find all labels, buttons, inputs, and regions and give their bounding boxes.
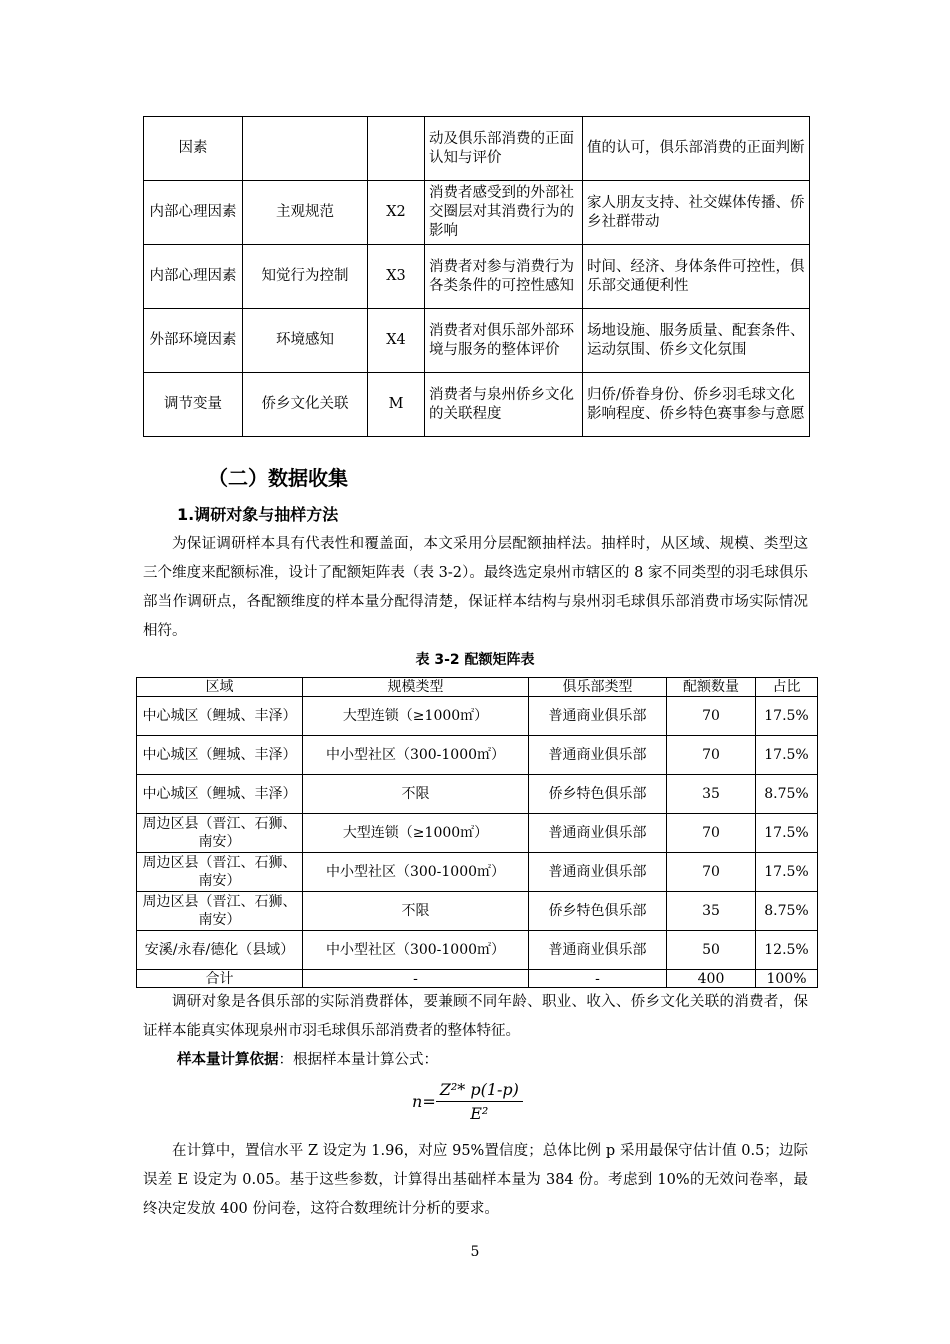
table-total-row bbox=[137, 970, 818, 988]
quota-matrix-table bbox=[136, 677, 818, 988]
formula-denominator: E² bbox=[470, 1104, 489, 1123]
club-type-cell: 侨乡特色俱乐部 bbox=[529, 892, 667, 931]
paragraph-sampling: 为保证调研样本具有代表性和覆盖面，本文采用分层配额抽样法。抽样时，从区域、规模、类型这三个维度来配额标准，设计了配额矩阵表（表 3-2）。最终选定泉州市辖区的 8 家不同类型的羽毛球俱乐部当作调研点，各配额维度的样本量分配得清楚，保证样本结构与泉州羽毛球俱乐部消费市场实际情况相符。 bbox=[143, 536, 808, 639]
region-cell: 周边区县（晋江、石狮、南安） bbox=[137, 892, 303, 931]
scale-cell: 中小型社区（300-1000㎡） bbox=[303, 931, 529, 970]
factor-type-cell: 因素 bbox=[144, 117, 243, 181]
region-cell: 合计 bbox=[137, 970, 303, 988]
page-number: 5 bbox=[470, 1244, 480, 1260]
sample-size-label: 样本量计算依据 bbox=[177, 1052, 279, 1068]
table-row bbox=[137, 814, 818, 853]
quota-cell: 400 bbox=[667, 970, 756, 988]
region-cell: 安溪/永春/德化（县域） bbox=[137, 931, 303, 970]
measure-items-cell: 时间、经济、身体条件可控性，俱乐部交通便利性 bbox=[583, 245, 810, 309]
paragraph-calculation: 在计算中，置信水平 Z 设定为 1.96，对应 95%置信度；总体比例 p 采用最保守估计值 0.5；边际误差 E 设定为 0.05。基于这些参数，计算得出基础样本量为 384 份。考虑到 10%的无效问卷率，最终决定发放 400 份问卷，这符合数理统计分析的要求。 bbox=[143, 1143, 808, 1217]
club-type-cell: 普通商业俱乐部 bbox=[529, 814, 667, 853]
scale-cell: 不限 bbox=[303, 775, 529, 814]
definition-cell: 消费者对参与消费行为各类条件的可控性感知 bbox=[425, 245, 583, 309]
subsection-heading: 1.调研对象与抽样方法 bbox=[177, 505, 339, 524]
club-type-cell: 普通商业俱乐部 bbox=[529, 736, 667, 775]
quota-cell: 70 bbox=[667, 697, 756, 736]
table-row bbox=[144, 181, 810, 245]
ratio-cell: 17.5% bbox=[756, 697, 818, 736]
quota-cell: 35 bbox=[667, 892, 756, 931]
formula-numerator: Z²* p(1-p) bbox=[436, 1080, 523, 1102]
club-type-cell: 侨乡特色俱乐部 bbox=[529, 775, 667, 814]
table-row bbox=[144, 373, 810, 437]
table-caption: 表 3-2 配额矩阵表 bbox=[415, 652, 535, 668]
column-header: 规模类型 bbox=[303, 678, 529, 697]
table-row bbox=[137, 736, 818, 775]
table-row bbox=[137, 775, 818, 814]
ratio-cell: 17.5% bbox=[756, 736, 818, 775]
variable-code-cell bbox=[368, 117, 425, 181]
definition-cell: 动及俱乐部消费的正面认知与评价 bbox=[425, 117, 583, 181]
measure-items-cell: 值的认可，俱乐部消费的正面判断 bbox=[583, 117, 810, 181]
factor-type-cell: 外部环境因素 bbox=[144, 309, 243, 373]
quota-cell: 70 bbox=[667, 853, 756, 892]
scale-cell: 不限 bbox=[303, 892, 529, 931]
variable-code-cell: M bbox=[368, 373, 425, 437]
factor-type-cell: 内部心理因素 bbox=[144, 181, 243, 245]
column-header: 配额数量 bbox=[667, 678, 756, 697]
table-row bbox=[137, 931, 818, 970]
scale-cell: 大型连锁（≥1000㎡） bbox=[303, 814, 529, 853]
variable-name-cell: 侨乡文化关联 bbox=[243, 373, 368, 437]
club-type-cell: - bbox=[529, 970, 667, 988]
sample-size-text: ：根据样本量计算公式： bbox=[278, 1052, 438, 1068]
table-row bbox=[137, 892, 818, 931]
variables-table bbox=[143, 116, 810, 437]
column-header: 俱乐部类型 bbox=[529, 678, 667, 697]
ratio-cell: 8.75% bbox=[756, 775, 818, 814]
variable-name-cell: 环境感知 bbox=[243, 309, 368, 373]
region-cell: 中心城区（鲤城、丰泽） bbox=[137, 697, 303, 736]
formula-lhs: n bbox=[412, 1092, 423, 1111]
quota-cell: 70 bbox=[667, 736, 756, 775]
factor-type-cell: 内部心理因素 bbox=[144, 245, 243, 309]
section-heading: （二）数据收集 bbox=[208, 466, 348, 490]
sample-size-line bbox=[177, 1046, 438, 1075]
table-row bbox=[137, 853, 818, 892]
column-header: 占比 bbox=[756, 678, 818, 697]
definition-cell: 消费者对俱乐部外部环境与服务的整体评价 bbox=[425, 309, 583, 373]
region-cell: 中心城区（鲤城、丰泽） bbox=[137, 775, 303, 814]
quota-cell: 35 bbox=[667, 775, 756, 814]
factor-type-cell: 调节变量 bbox=[144, 373, 243, 437]
quota-cell: 50 bbox=[667, 931, 756, 970]
scale-cell: 中小型社区（300-1000㎡） bbox=[303, 853, 529, 892]
variable-code-cell: X4 bbox=[368, 309, 425, 373]
table-row bbox=[144, 309, 810, 373]
column-header: 区域 bbox=[137, 678, 303, 697]
ratio-cell: 8.75% bbox=[756, 892, 818, 931]
table-row bbox=[144, 117, 810, 181]
ratio-cell: 17.5% bbox=[756, 814, 818, 853]
club-type-cell: 普通商业俱乐部 bbox=[529, 931, 667, 970]
sample-size-formula: n= $\frac{\text{Z²* p(1-p)}}{\text{E²}}$ bbox=[412, 1080, 523, 1123]
table-row bbox=[137, 697, 818, 736]
region-cell: 周边区县（晋江、石狮、南安） bbox=[137, 853, 303, 892]
paragraph-subjects: 调研对象是各俱乐部的实际消费群体，要兼顾不同年龄、职业、收入、侨乡文化关联的消费者，保证样本能真实体现泉州市羽毛球俱乐部消费者的整体特征。 bbox=[143, 994, 808, 1039]
club-type-cell: 普通商业俱乐部 bbox=[529, 853, 667, 892]
region-cell: 周边区县（晋江、石狮、南安） bbox=[137, 814, 303, 853]
club-type-cell: 普通商业俱乐部 bbox=[529, 697, 667, 736]
definition-cell: 消费者与泉州侨乡文化的关联程度 bbox=[425, 373, 583, 437]
table-header-row bbox=[137, 678, 818, 697]
measure-items-cell: 家人朋友支持、社交媒体传播、侨乡社群带动 bbox=[583, 181, 810, 245]
quota-cell: 70 bbox=[667, 814, 756, 853]
measure-items-cell: 场地设施、服务质量、配套条件、运动氛围、侨乡文化氛围 bbox=[583, 309, 810, 373]
ratio-cell: 12.5% bbox=[756, 931, 818, 970]
variable-code-cell: X3 bbox=[368, 245, 425, 309]
measure-items-cell: 归侨/侨眷身份、侨乡羽毛球文化影响程度、侨乡特色赛事参与意愿 bbox=[583, 373, 810, 437]
region-cell: 中心城区（鲤城、丰泽） bbox=[137, 736, 303, 775]
ratio-cell: 17.5% bbox=[756, 853, 818, 892]
variable-code-cell: X2 bbox=[368, 181, 425, 245]
table-row bbox=[144, 245, 810, 309]
ratio-cell: 100% bbox=[756, 970, 818, 988]
variable-name-cell bbox=[243, 117, 368, 181]
scale-cell: 中小型社区（300-1000㎡） bbox=[303, 736, 529, 775]
variable-name-cell: 知觉行为控制 bbox=[243, 245, 368, 309]
scale-cell: - bbox=[303, 970, 529, 988]
definition-cell: 消费者感受到的外部社交圈层对其消费行为的影响 bbox=[425, 181, 583, 245]
scale-cell: 大型连锁（≥1000㎡） bbox=[303, 697, 529, 736]
variable-name-cell: 主观规范 bbox=[243, 181, 368, 245]
